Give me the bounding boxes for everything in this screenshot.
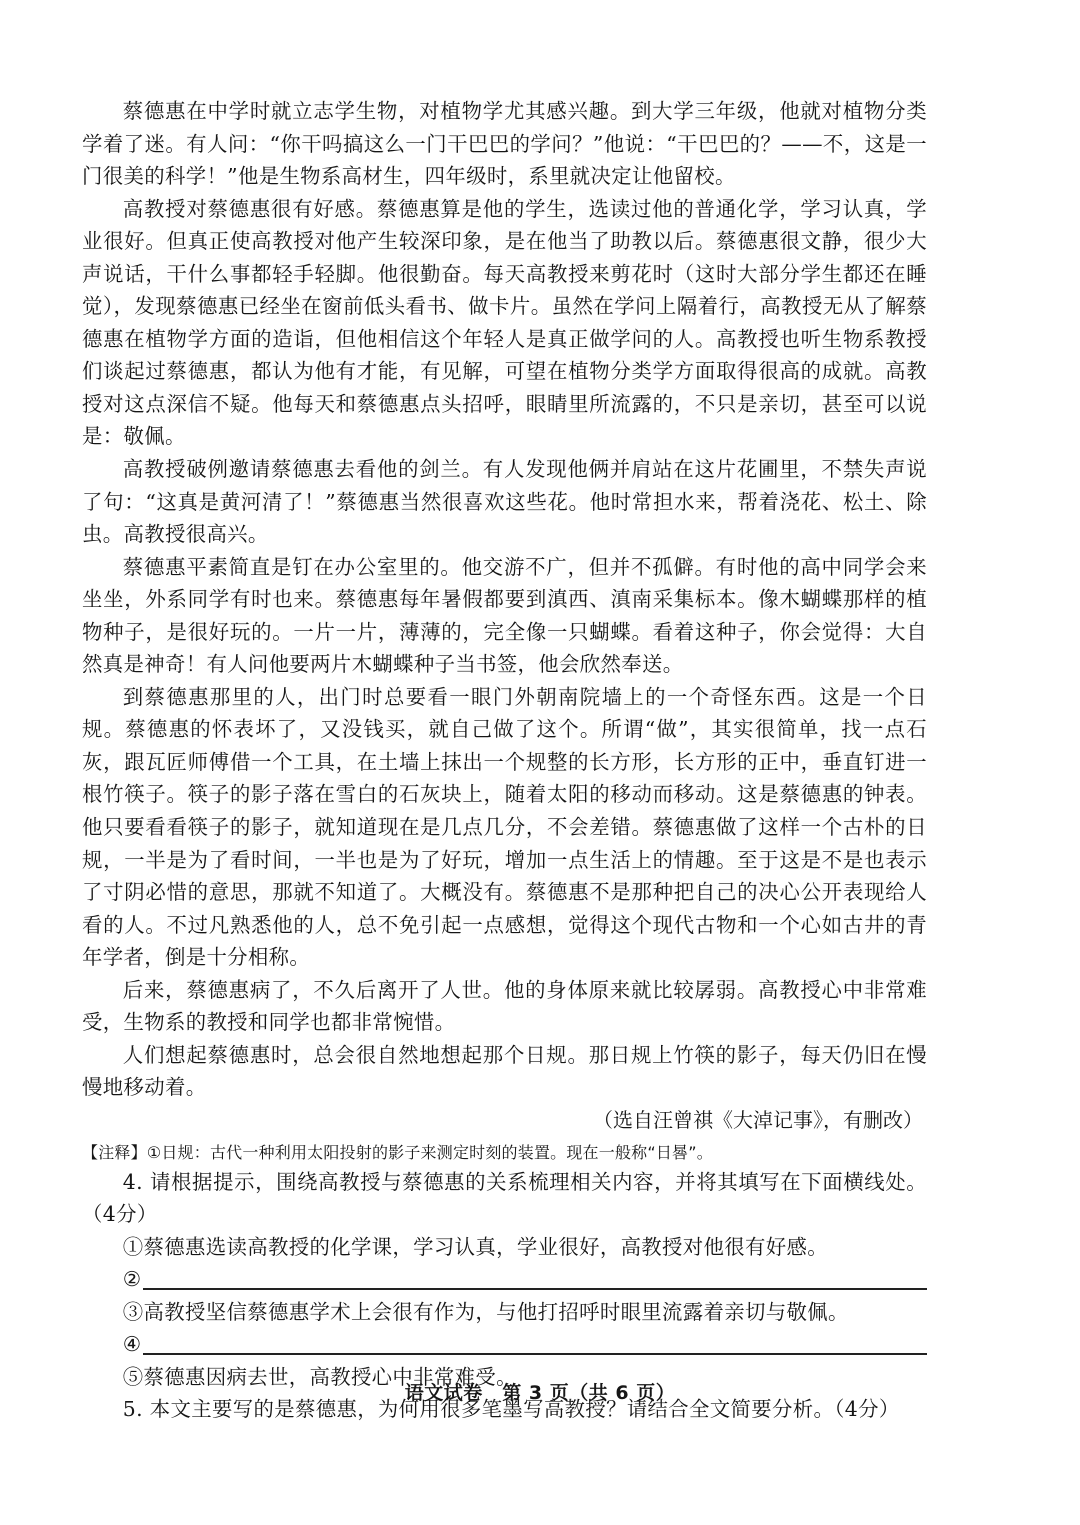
source-citation: （选自汪曾祺《大淖记事》，有删改）	[593, 1107, 923, 1132]
passage-paragraph: 蔡德惠平素简直是钉在办公室里的。他交游不广，但并不孤僻。有时他的高中同学会来坐坐，外系同学有时也来。蔡德惠每年暑假都要到滇西、滇南采集标本。像木蝴蝶那样的植物种子，是很好玩的。一片一片，薄薄的，完全像一只蝴蝶。看着这种子，你会觉得：大自然真是神奇！有人问他要两片木蝴蝶种子当书签，他会欣然奉送。	[82, 554, 927, 677]
question-4-item-5: ⑤蔡德惠因病去世，高教授心中非常难受。	[122, 1364, 517, 1389]
answer-blank-line[interactable]	[143, 1331, 927, 1355]
annotation-note: 【注释】①日规：古代一种利用太阳投射的影子来测定时刻的装置。现在一般称“日晷”。	[82, 1142, 713, 1162]
blank-number: ②	[122, 1267, 142, 1292]
answer-blank-line[interactable]	[143, 1266, 927, 1290]
passage-paragraph: 人们想起蔡德惠时，总会很自然地想起那个日规。那日规上竹筷的影子，每天仍旧在慢慢地移动着。	[82, 1042, 927, 1100]
question-4	[82, 1166, 927, 1394]
question-4-blank-4[interactable]	[82, 1328, 927, 1361]
question-4-item-3: ③高教授坚信蔡德惠学术上会很有作为，与他打招呼时眼里流露着亲切与敬佩。	[122, 1299, 849, 1324]
reading-passage	[82, 95, 927, 1104]
passage-paragraph: 到蔡德惠那里的人，出门时总要看一眼门外朝南院墙上的一个奇怪东西。这是一个日规。蔡德惠的怀表坏了，又没钱买，就自己做了这个。所谓“做”，其实很简单，找一点石灰，跟瓦匠师傅借一个工具，在土墙上抹出一个规整的长方形，长方形的正中，垂直钉进一根竹筷子。筷子的影子落在雪白的石灰块上，随着太阳的移动而移动。这是蔡德惠的钟表。他只要看看筷子的影子，就知道现在是几点几分，不会差错。蔡德惠做了这样一个古朴的日规，一半是为了看时间，一半也是为了好玩，增加一点生活上的情趣。至于这是不是也表示了寸阴必惜的意思，那就不知道了。大概没有。蔡德惠不是那种把自己的决心公开表现给人看的人。不过凡熟悉他的人，总不免引起一点感想，觉得这个现代古物和一个心如古井的青年学者，倒是十分相称。	[82, 684, 927, 970]
passage-paragraph: 高教授对蔡德惠很有好感。蔡德惠算是他的学生，选读过他的普通化学，学习认真，学业很好。但真正使高教授对他产生较深印象，是在他当了助教以后。蔡德惠很文静，很少大声说话，干什么事都轻手轻脚。他很勤奋。每天高教授来剪花时（这时大部分学生都还在睡觉），发现蔡德惠已经坐在窗前低头看书、做卡片。虽然在学问上隔着行，高教授无从了解蔡德惠在植物学方面的造诣，但他相信这个年轻人是真正做学问的人。高教授也听生物系教授们谈起过蔡德惠，都认为他有才能，有见解，可望在植物分类学方面取得很高的成就。高教授对这点深信不疑。他每天和蔡德惠点头招呼，眼睛里所流露的，不只是亲切，甚至可以说是：敬佩。	[82, 196, 927, 449]
question-5-prompt: 5. 本文主要写的是蔡德惠，为何用很多笔墨写高教授？请结合全文简要分析。（4分）	[122, 1397, 900, 1422]
question-4-item-1: ①蔡德惠选读高教授的化学课，学习认真，学业很好，高教授对他很有好感。	[122, 1234, 828, 1259]
page-footer: 语文试卷 第 3 页（共 6 页）	[404, 1382, 676, 1404]
passage-paragraph: 后来，蔡德惠病了，不久后离开了人世。他的身体原来就比较孱弱。高教授心中非常难受，生物系的教授和同学也都非常惋惜。	[82, 977, 927, 1035]
question-4-prompt: 4. 请根据提示，围绕高教授与蔡德惠的关系梳理相关内容，并将其填写在下面横线处。（4分）	[82, 1169, 927, 1227]
exam-page	[82, 95, 927, 1426]
question-4-blank-2[interactable]	[82, 1263, 927, 1296]
passage-paragraph: 蔡德惠在中学时就立志学生物，对植物学尤其感兴趣。到大学三年级，他就对植物分类学着了迷。有人问：“你干吗搞这么一门干巴巴的学问？”他说：“干巴巴的？——不，这是一门很美的科学！”他是生物系高材生，四年级时，系里就决定让他留校。	[82, 99, 927, 189]
passage-paragraph: 高教授破例邀请蔡德惠去看他的剑兰。有人发现他俩并肩站在这片花圃里，不禁失声说了句：“这真是黄河清了！”蔡德惠当然很喜欢这些花。他时常担水来，帮着浇花、松土、除虫。高教授很高兴。	[82, 457, 927, 547]
blank-number: ④	[122, 1332, 142, 1357]
